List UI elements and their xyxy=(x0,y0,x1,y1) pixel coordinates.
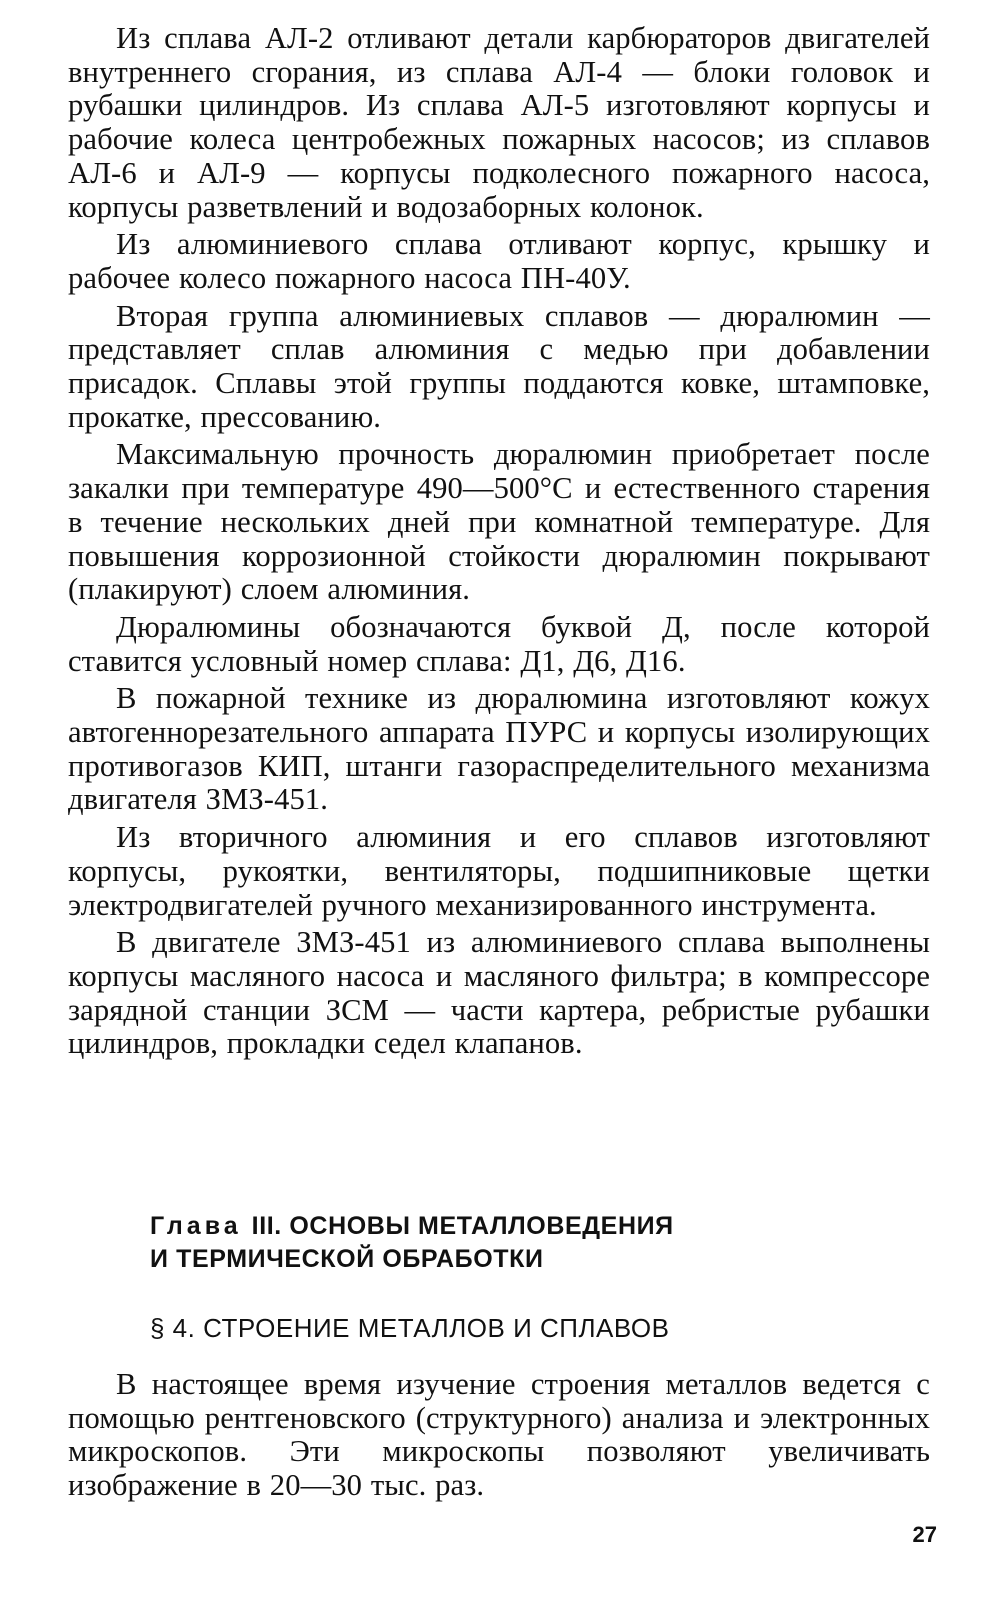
paragraph-1: Из сплава АЛ-2 отливают детали карбюраторов двигателей внутреннего сгорания, из сплава АЛ-4 — блоки головок и рубашки цилиндров. Из сплава АЛ-5 изготовляют корпусы и рабочие колеса центробежных пожарных насосов; из сплавов АЛ-6 и АЛ-9 — корпусы подколесного пожарного насоса, корпусы разветвлений и водозаборных колонок. xyxy=(68,21,930,224)
paragraph-6: В пожарной технике из дюралюмина изготовляют кожух автогеннорезательного аппарата ПУРС и корпусы изолирующих противогазов КИП, штанги газораспределительного механизма двигателя ЗМЗ-451. xyxy=(68,681,930,817)
chapter-title-part-1: III. ОСНОВЫ МЕТАЛЛОВЕДЕНИЯ xyxy=(251,1212,674,1240)
chapter-heading-line-1 xyxy=(150,1210,850,1243)
paragraph-3: Вторая группа алюминиевых сплавов — дюралюмин — представляет сплав алюминия с медью при добавлении присадок. Сплавы этой группы поддаются ковке, штамповке, прокатке, прессованию. xyxy=(68,298,930,434)
paragraph-9: В настоящее время изучение строения металлов ведется с помощью рентгеновского (структурного) анализа и электронных микроскопов. Эти микроскопы позволяют увеличивать изображение в 20—30 тыс. раз. xyxy=(68,1367,930,1503)
section-heading: § 4. СТРОЕНИЕ МЕТАЛЛОВ И СПЛАВОВ xyxy=(150,1313,670,1343)
chapter-title-part-2: И ТЕРМИЧЕСКОЙ ОБРАБОТКИ xyxy=(150,1245,544,1273)
paragraph-7: Из вторичного алюминия и его сплавов изготовляют корпусы, рукоятки, вентиляторы, подшипниковые щетки электродвигателей ручного механизированного инструмента. xyxy=(68,820,930,922)
body-text xyxy=(68,22,930,1061)
section-body xyxy=(68,1368,930,1503)
chapter-label: Глава xyxy=(150,1212,242,1240)
paragraph-5: Дюралюмины обозначаются буквой Д, после которой ставится условный номер сплава: Д1, Д6, Д16. xyxy=(68,609,930,678)
paragraph-2: Из алюминиевого сплава отливают корпус, крышку и рабочее колесо пожарного насоса ПН-40У. xyxy=(68,227,930,295)
page-number: 27 xyxy=(912,1522,937,1547)
paragraph-8: В двигателе ЗМЗ-451 из алюминиевого сплава выполнены корпусы масляного насоса и масляного фильтра; в компрессоре зарядной станции ЗСМ — части картера, ребристые рубашки цилиндров, прокладки седел клапанов. xyxy=(68,925,930,1061)
chapter-heading xyxy=(150,1210,850,1276)
paragraph-4: Максимальную прочность дюралюмин приобретает после закалки при температуре 490—500°С и естественного старения в течение нескольких дней при комнатной температуре. Для повышения коррозионной стойкости дюралюмин покрывают (плакируют) слоем алюминия. xyxy=(68,437,930,607)
